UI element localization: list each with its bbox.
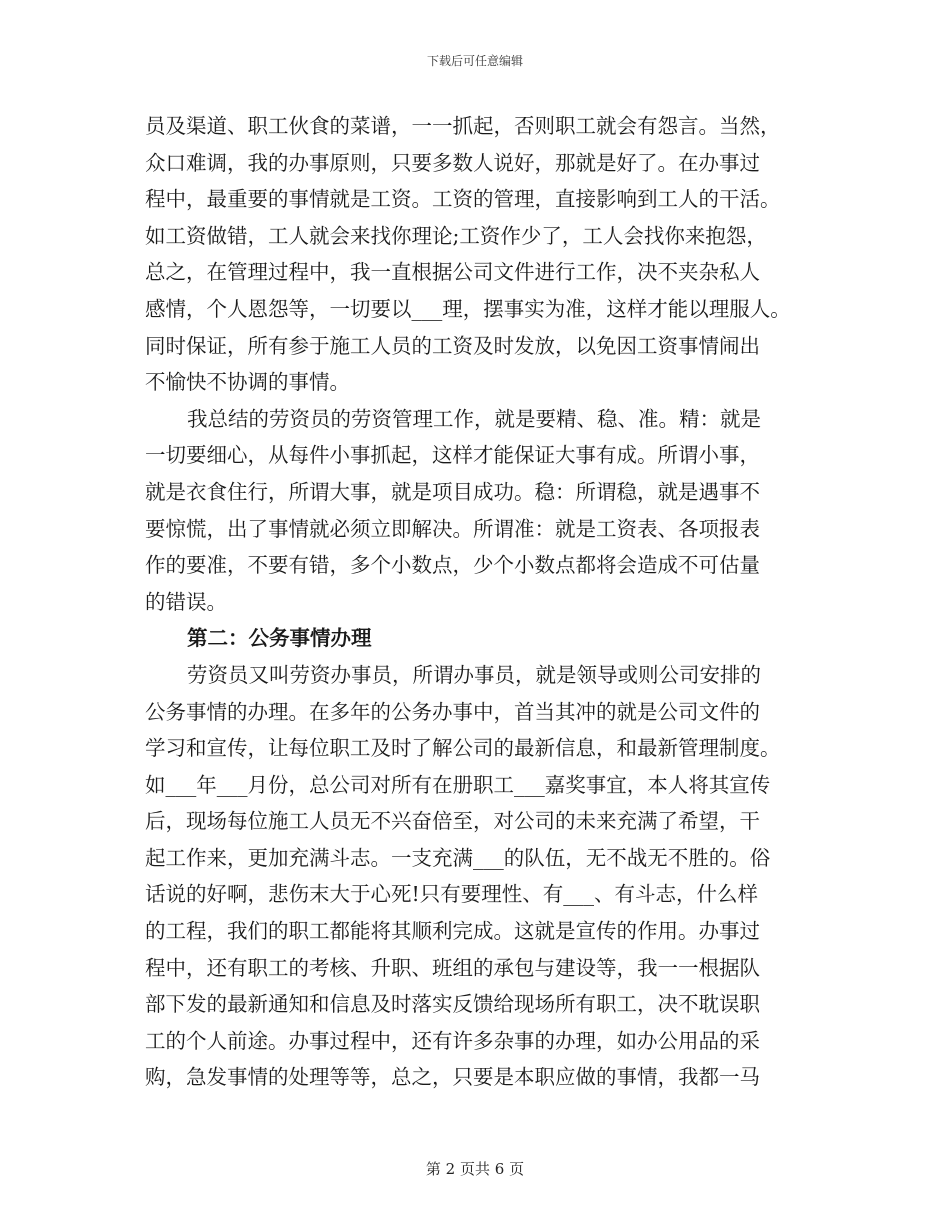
- text-line: 后，现场每位施工人员无不兴奋倍至，对公司的未来充满了希望，干: [145, 809, 760, 834]
- text-line: 一切要细心，从每件小事抓起，这样才能保证大事有成。所谓小事，: [145, 443, 760, 468]
- text-line: 就是衣食住行，所谓大事，就是项目成功。稳：所谓稳，就是遇事不: [145, 479, 760, 504]
- text-line: 如___年___月份，总公司对所有在册职工___嘉奖事宜，本人将其宣传: [145, 772, 771, 797]
- page-footer: 第 2 页共 6 页: [425, 1160, 525, 1178]
- paragraph-first-line: 劳资员又叫劳资办事员，所谓办事员，就是领导或则公司安排的: [187, 662, 761, 687]
- text-line: 部下发的最新通知和信息及时落实反馈给现场所有职工，决不耽误职: [145, 992, 760, 1017]
- text-line: 程中，最重要的事情就是工资。工资的管理，直接影响到工人的干活。: [145, 187, 781, 212]
- section-heading: 第二：公务事情办理: [187, 626, 372, 651]
- text-line: 众口难调，我的办事原则，只要多数人说好，那就是好了。在办事过: [145, 150, 760, 175]
- page-header: 下载后可任意编辑: [426, 54, 523, 68]
- text-line: 公务事情的办理。在多年的公务办事中，首当其冲的就是公司文件的: [145, 699, 760, 724]
- text-line: 购，急发事情的处理等等，总之，只要是本职应做的事情，我都一马: [145, 1065, 760, 1090]
- text-line: 起工作来，更加充满斗志。一支充满___的队伍，无不战无不胜的。俗: [145, 845, 771, 870]
- text-line: 要惊慌，出了事情就必须立即解决。所谓准：就是工资表、各项报表: [145, 516, 760, 541]
- text-line: 话说的好啊，悲伤末大于心死!只有要理性、有___、有斗志，什么样: [145, 882, 758, 907]
- text-line: 作的要准，不要有错，多个小数点，少个小数点都将会造成不可估量: [145, 553, 760, 578]
- text-line: 的错误。: [145, 589, 227, 614]
- text-line: 如工资做错，工人就会来找你理论;工资作少了，工人会找你来抱怨，: [145, 223, 767, 248]
- text-line: 工的个人前途。办事过程中，还有许多杂事的办理，如办公用品的采: [145, 1028, 760, 1053]
- text-line: 学习和宣传，让每位职工及时了解公司的最新信息，和最新管理制度。: [145, 736, 781, 761]
- text-line: 程中，还有职工的考核、升职、班组的承包与建设等，我一一根据队: [145, 955, 760, 980]
- text-line: 不愉快不协调的事情。: [145, 370, 350, 395]
- paragraph-first-line: 我总结的劳资员的劳资管理工作，就是要精、稳、准。精：就是: [187, 406, 761, 431]
- text-line: 员及渠道、职工伙食的菜谱，一一抓起，否则职工就会有怨言。当然，: [145, 114, 781, 138]
- text-line: 总之，在管理过程中，我一直根据公司文件进行工作，决不夹杂私人: [145, 260, 760, 285]
- text-line: 同时保证，所有参于施工人员的工资及时发放，以免因工资事情闹出: [145, 333, 760, 358]
- document-body: [145, 108, 825, 1096]
- text-line: 感情，个人恩怨等，一切要以___理，摆事实为准，这样才能以理服人。: [145, 296, 791, 321]
- text-line: 的工程，我们的职工都能将其顺利完成。这就是宣传的作用。办事过: [145, 919, 760, 944]
